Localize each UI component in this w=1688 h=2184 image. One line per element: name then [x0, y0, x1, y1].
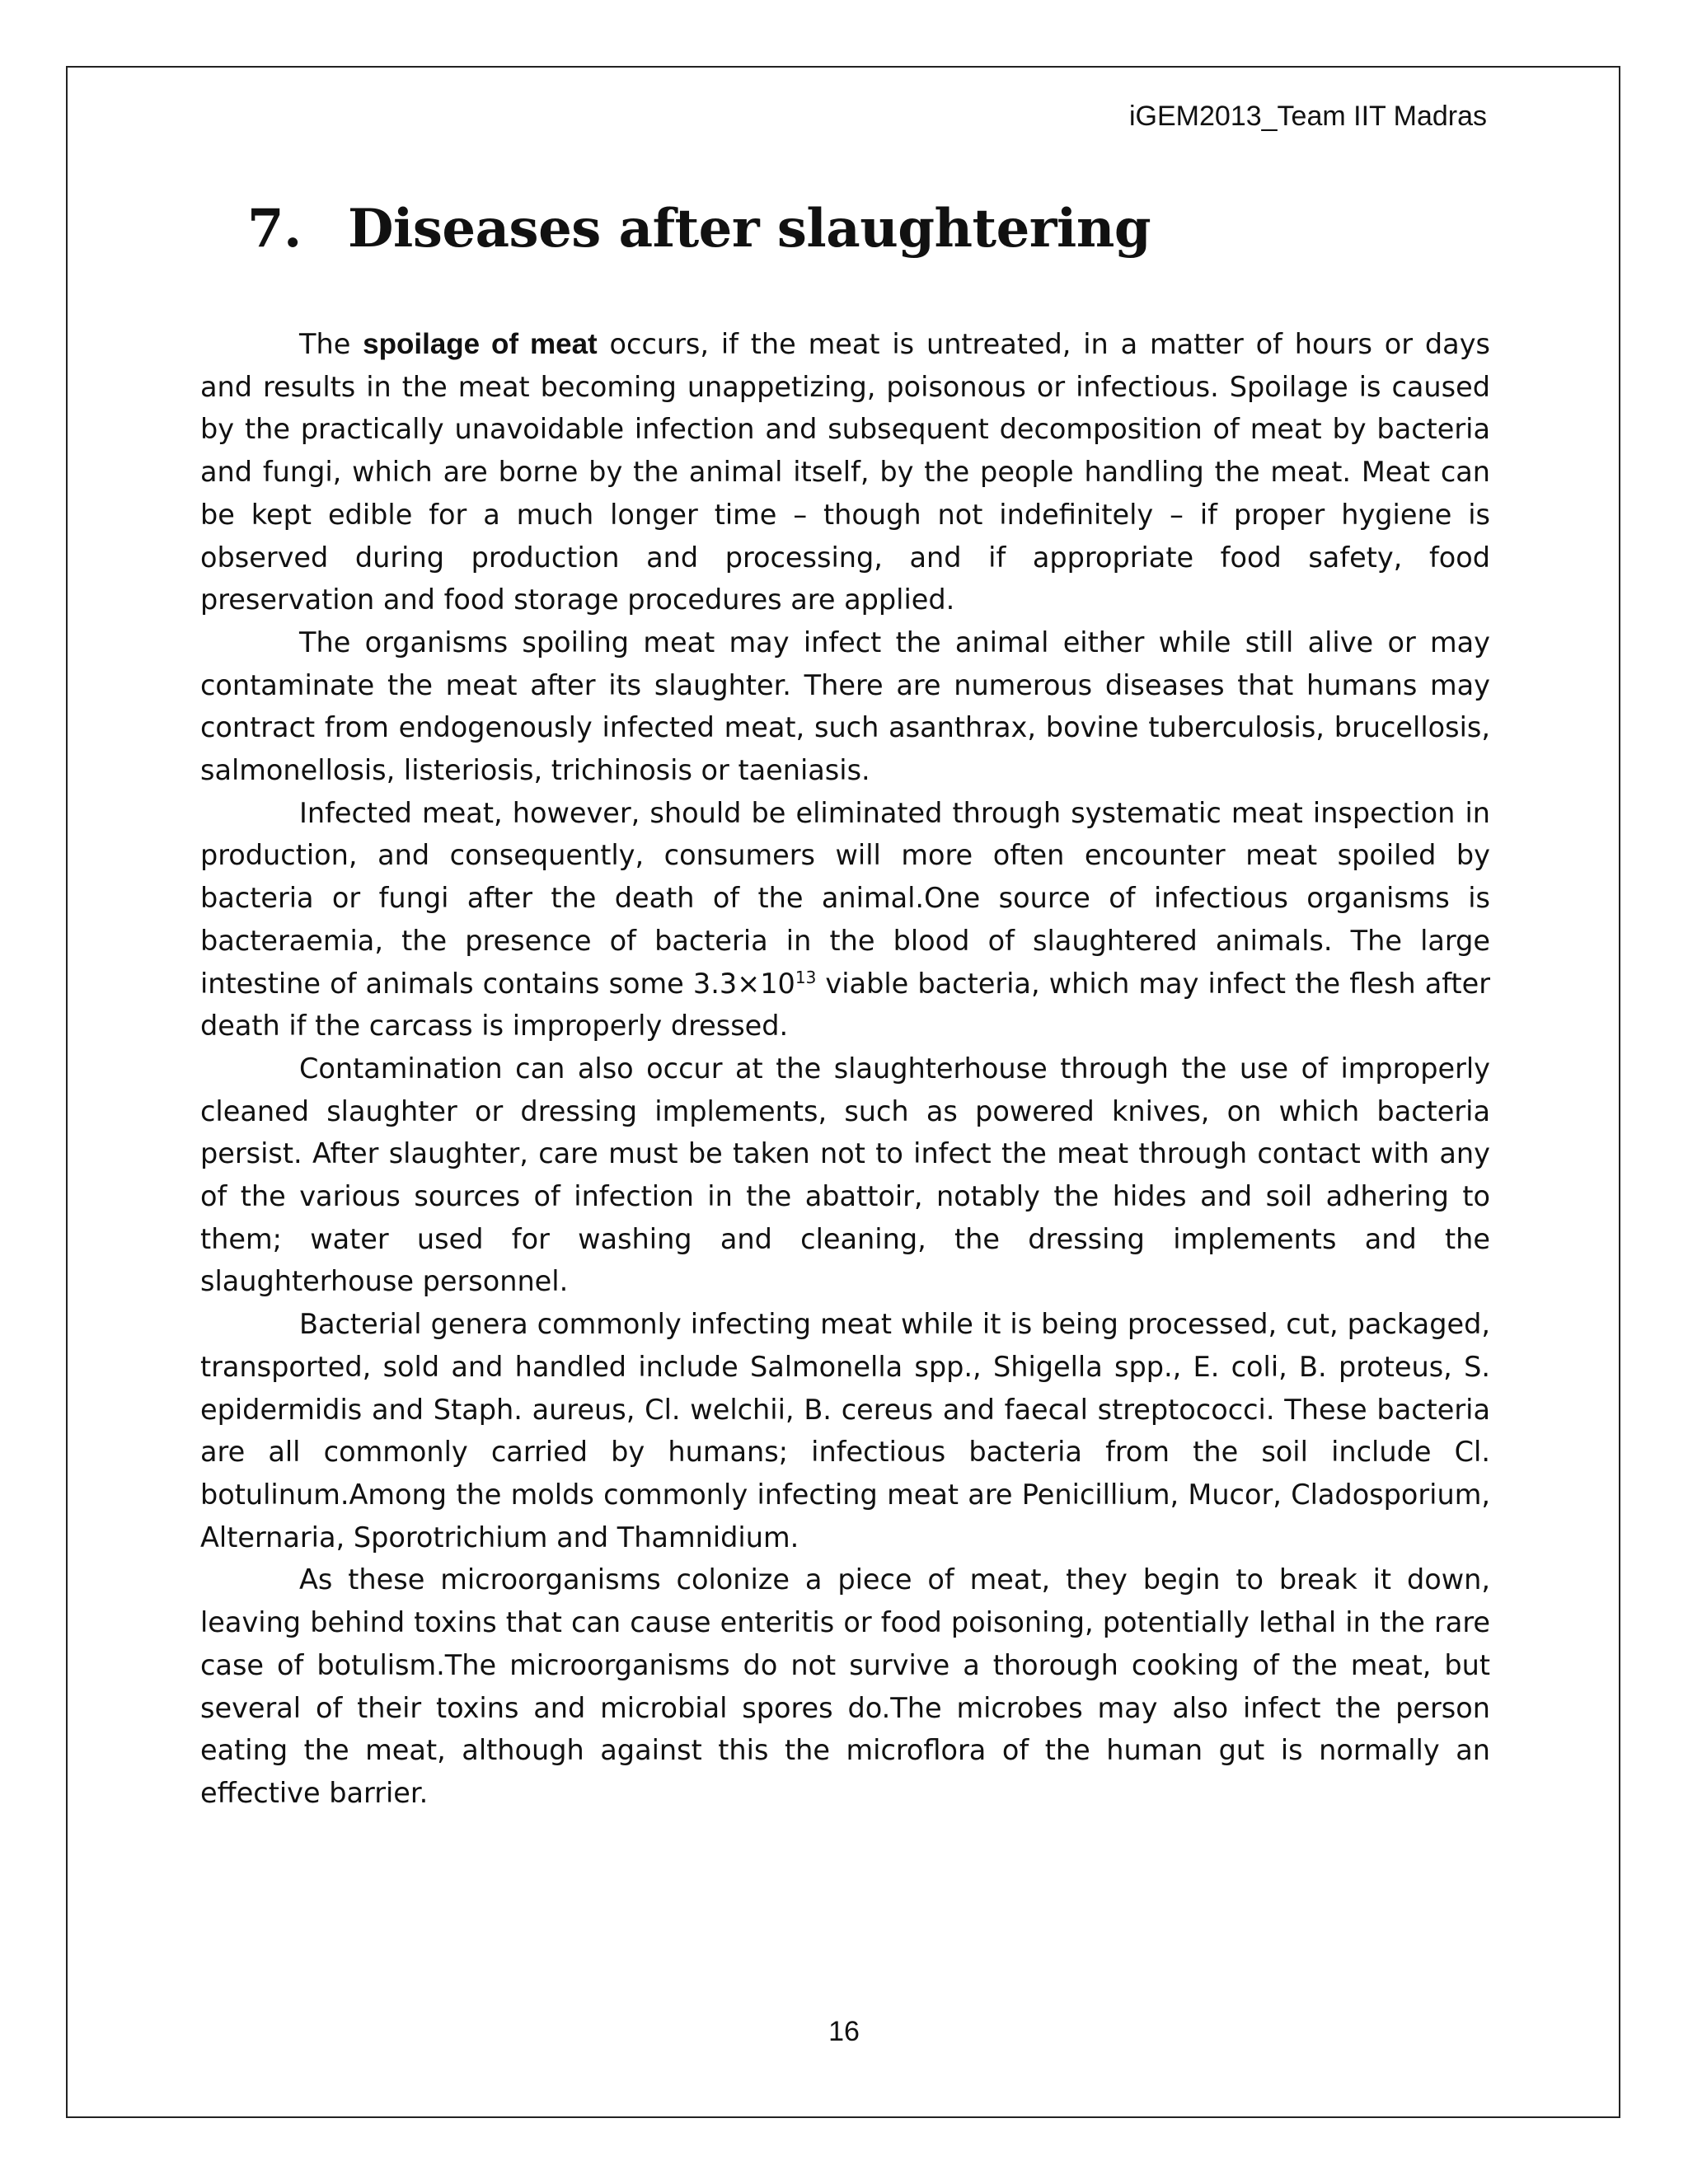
chapter-title-text: Diseases after slaughtering: [348, 198, 1151, 260]
bold-term: spoilage of meat: [363, 328, 598, 360]
paragraph-spoilage: [200, 323, 1490, 621]
paragraph-lead: The: [299, 328, 363, 360]
paragraph-microorganisms: As these microorganisms colonize a piece of meat, they begin to break it down, leaving behind toxins that can cause enteritis or food poisoning, potentially lethal in the rare case of botulism.The microorganisms do not survive a thorough cooking of the meat, but several of their toxins and microbial spores do.The microbes may also infect the person eating the meat, although against this the microflora of the human gut is normally an effective barrier.: [200, 1563, 1490, 1809]
body-text: [200, 323, 1490, 1815]
running-header: iGEM2013_Team IIT Madras: [1129, 101, 1487, 132]
chapter-title: [247, 198, 1151, 260]
paragraph-bacterial-genera: Bacterial genera commonly infecting meat while it is being processed, cut, packaged, transported, sold and handled include Salmonella spp., Shigella spp., E. coli, B. proteus, S. epidermidis and Staph. aureus, Cl. welchii, B. cereus and faecal streptococci. These bacteria are all commonly carried by humans; infectious bacteria from the soil include Cl. botulinum.Among the molds commonly infecting meat are Penicillium, Mucor, Cladosporium, Alternaria, Sporotrichium and Thamnidium.: [200, 1308, 1490, 1554]
paragraph-infected-meat: [200, 792, 1490, 1047]
paragraph-organisms: The organisms spoiling meat may infect the animal either while still alive or may contaminate the meat after its slaughter. There are numerous diseases that humans may contract from endogenously infected meat, such asanthrax, bovine tuberculosis, brucellosis, salmonellosis, listeriosis, trichinosis or taeniasis.: [200, 626, 1490, 787]
chapter-number: 7.: [247, 198, 302, 260]
paragraph-rest: occurs, if the meat is untreated, in a matter of hours or days and results in the meat becoming unappetizing, poisonous or infectious. Spoilage is caused by the practically unavoidable infection and subsequent decomposition of meat by bacteria and fungi, which are borne by the animal itself, by the people handling the meat. Meat can be kept edible for a much longer time – though not indefinitely – if proper hygiene is observed during production and processing, and if appropriate food safety, food preservation and food storage procedures are applied.: [200, 328, 1490, 616]
paragraph-before-exponent: Infected meat, however, should be eliminated through systematic meat inspection in production, and consequently, consumers will more often encounter meat spoiled by bacteria or fungi after the death of the animal.One source of infectious organisms is bacteraemia, the presence of bacteria in the blood of slaughtered animals. The large intestine of animals contains some 3.3×10: [200, 796, 1490, 1000]
paragraph-after-exponent: viable bacteria, which may infect the flesh after death if the carcass is improperly dressed.: [200, 967, 1490, 1043]
exponent-superscript: 13: [795, 967, 817, 987]
paragraph-contamination: Contamination can also occur at the slaughterhouse through the use of improperly cleaned slaughter or dressing implements, such as powered knives, on which bacteria persist. After slaughter, care must be taken not to infect the meat through contact with any of the various sources of infection in the abattoir, notably the hides and soil adhering to them; water used for washing and cleaning, the dressing implements and the slaughterhouse personnel.: [200, 1052, 1490, 1298]
page-number: 16: [828, 2016, 860, 2047]
